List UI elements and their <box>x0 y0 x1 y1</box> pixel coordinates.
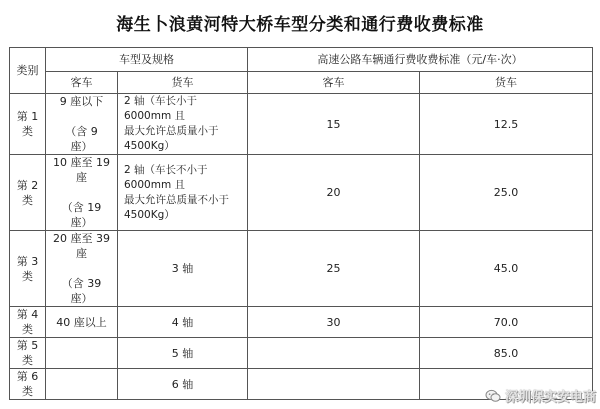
header-toll-passenger: 客车 <box>248 72 420 94</box>
passenger-cell: 20 座至 39 座 （含 39 座） <box>46 231 118 307</box>
toll-passenger-cell: 30 <box>248 307 420 338</box>
passenger-cell: 9 座以下 （含 9 座） <box>46 94 118 155</box>
passenger-cell: 10 座至 19 座 （含 19 座） <box>46 155 118 231</box>
page-title: 海生卜浪黄河特大桥车型分类和通行费收费标准 <box>116 15 484 35</box>
truck-cell: 5 轴 <box>118 338 248 369</box>
category-cell: 第 3 类 <box>10 231 46 307</box>
toll-truck-cell: 45.0 <box>420 231 593 307</box>
toll-truck-cell: 70.0 <box>420 307 593 338</box>
toll-passenger-cell: 25 <box>248 231 420 307</box>
header-row-sub <box>10 72 593 94</box>
truck-cell: 3 轴 <box>118 231 248 307</box>
watermark-text: 深圳保实安电商 <box>504 390 596 405</box>
toll-passenger-cell: 15 <box>248 94 420 155</box>
table-body <box>10 94 593 400</box>
header-truck: 货车 <box>118 72 248 94</box>
category-cell: 第 5 类 <box>10 338 46 369</box>
header-category: 类别 <box>10 48 46 94</box>
header-model-spec: 车型及规格 <box>46 48 248 72</box>
truck-cell: 6 轴 <box>118 369 248 400</box>
header-toll-standard: 高速公路车辆通行费收费标准（元/车·次） <box>248 48 593 72</box>
header-toll-truck: 货车 <box>420 72 593 94</box>
toll-table <box>9 47 593 400</box>
passenger-cell: 40 座以上 <box>46 307 118 338</box>
toll-passenger-cell <box>248 369 420 400</box>
toll-truck-cell: 85.0 <box>420 338 593 369</box>
category-cell: 第 2 类 <box>10 155 46 231</box>
toll-truck-cell: 12.5 <box>420 94 593 155</box>
toll-passenger-cell: 20 <box>248 155 420 231</box>
toll-truck-cell: 25.0 <box>420 155 593 231</box>
header-passenger: 客车 <box>46 72 118 94</box>
watermark <box>485 386 596 405</box>
toll-passenger-cell <box>248 338 420 369</box>
table-row <box>10 231 593 307</box>
category-cell: 第 6 类 <box>10 369 46 400</box>
table-row <box>10 338 593 369</box>
table-row <box>10 94 593 155</box>
passenger-cell <box>46 369 118 400</box>
category-cell: 第 4 类 <box>10 307 46 338</box>
truck-cell: 2 轴（车长不小于 6000mm 且 最大允许总质量不小于 4500Kg） <box>118 155 248 231</box>
passenger-cell <box>46 338 118 369</box>
truck-cell: 2 轴（车长小于 6000mm 且 最大允许总质量小于 4500Kg） <box>118 94 248 155</box>
table-row <box>10 307 593 338</box>
table-row <box>10 155 593 231</box>
category-cell: 第 1 类 <box>10 94 46 155</box>
truck-cell: 4 轴 <box>118 307 248 338</box>
wechat-icon <box>485 388 501 404</box>
header-row-top <box>10 48 593 72</box>
